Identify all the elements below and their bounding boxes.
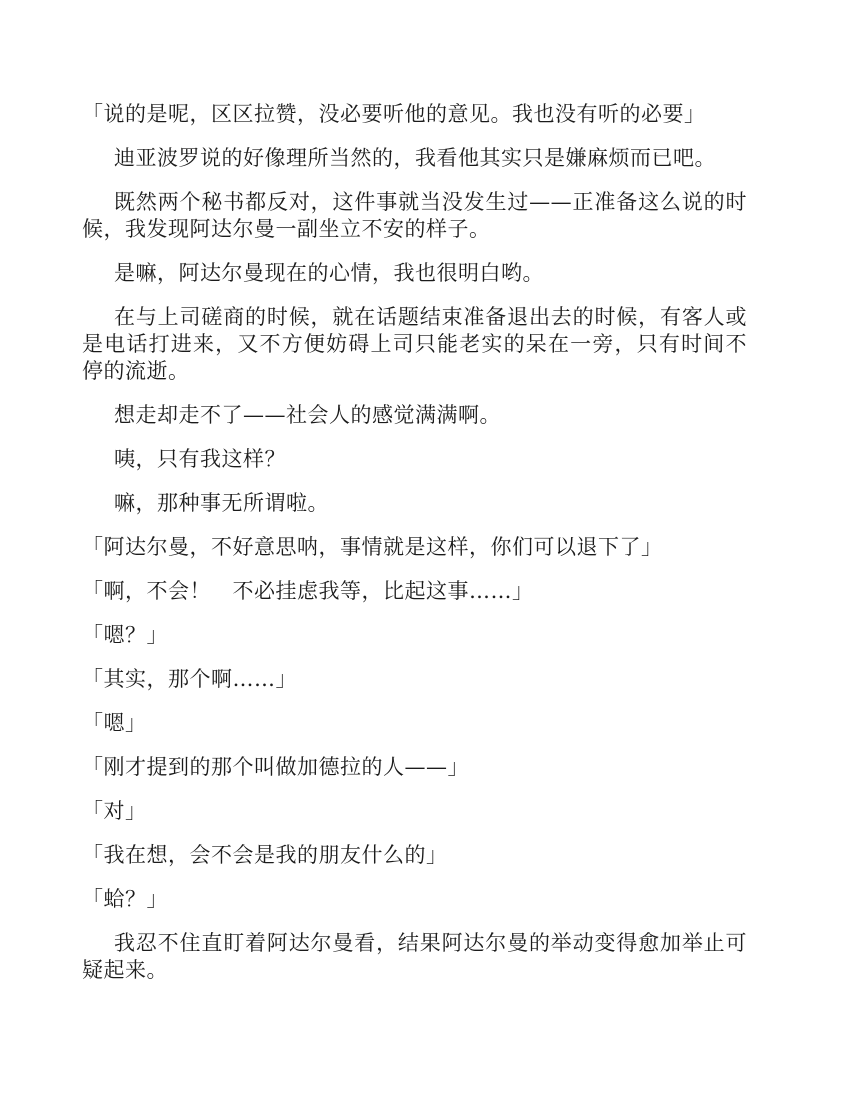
dialogue-paragraph: 「嗯？」: [82, 623, 168, 647]
dialogue-paragraph: 「阿达尔曼，不好意思呐，事情就是这样，你们可以退下了」: [82, 535, 663, 559]
dialogue-paragraph: 「啊，不会！ 不必挂虑我等，比起这事……」: [82, 579, 534, 603]
narration-paragraph: 想走却走不了——社会人的感觉满满啊。: [114, 403, 501, 427]
dialogue-paragraph: 「刚才提到的那个叫做加德拉的人——」: [82, 755, 469, 779]
novel-page-text: [82, 101, 747, 1001]
dialogue-paragraph: 「其实，那个啊……」: [82, 667, 297, 691]
dialogue-paragraph: 「嗯」: [82, 711, 147, 735]
narration-paragraph: 我忍不住直盯着阿达尔曼看，结果阿达尔曼的举动变得愈加举止可疑起来。: [82, 931, 747, 982]
narration-paragraph: 在与上司磋商的时候，就在话题结束准备退出去的时候，有客人或是电话打进来，又不方便妨碍上司只能老实的呆在一旁，只有时间不停的流逝。: [82, 305, 747, 383]
narration-paragraph: 迪亚波罗说的好像理所当然的，我看他其实只是嫌麻烦而已吧。: [114, 146, 716, 170]
narration-paragraph: 咦，只有我这样？: [114, 447, 286, 471]
narration-paragraph: 既然两个秘书都反对，这件事就当没发生过——正准备这么说的时候，我发现阿达尔曼一副坐立不安的样子。: [82, 190, 747, 241]
dialogue-paragraph: 「我在想，会不会是我的朋友什么的」: [82, 843, 448, 867]
narration-paragraph: 是嘛，阿达尔曼现在的心情，我也很明白哟。: [114, 261, 544, 285]
dialogue-paragraph: 「对」: [82, 799, 147, 823]
narration-paragraph: 嘛，那种事无所谓啦。: [114, 491, 329, 515]
dialogue-paragraph: 「蛤？」: [82, 887, 168, 911]
dialogue-paragraph: 「说的是呢，区区拉赞，没必要听他的意见。我也没有听的必要」: [82, 102, 706, 126]
